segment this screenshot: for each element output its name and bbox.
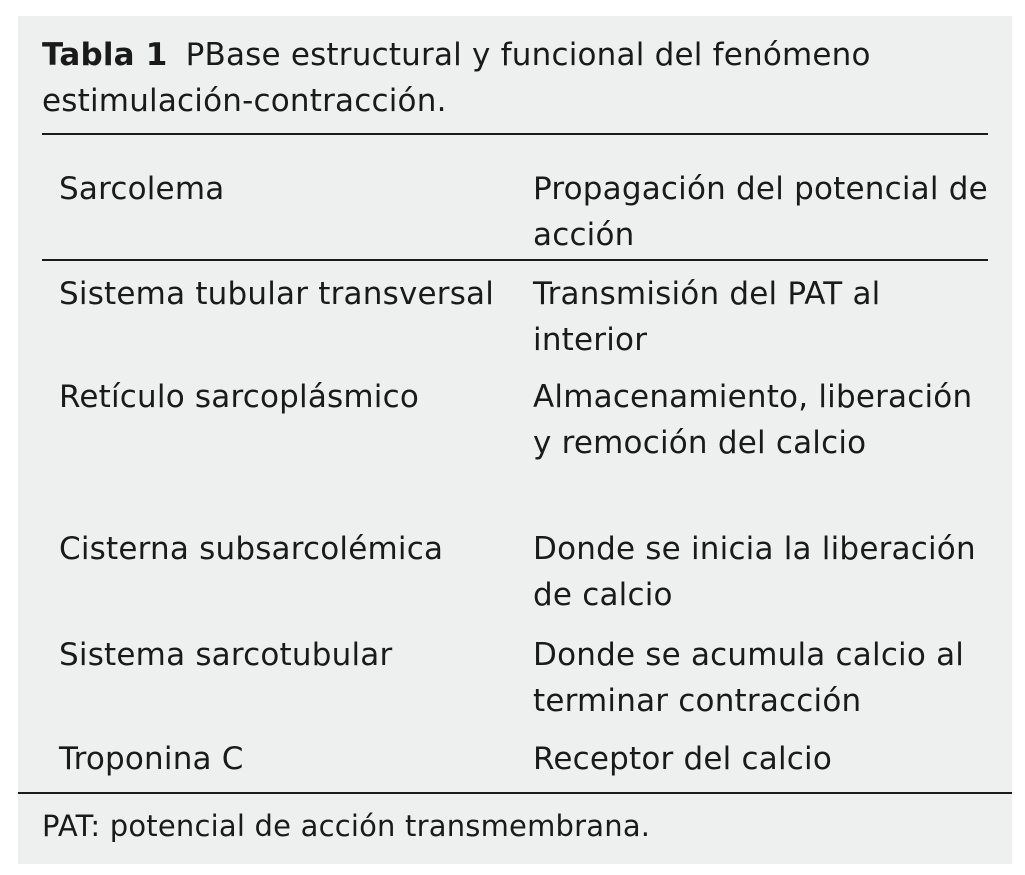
row-1-function: Transmisión del PAT al interior (533, 276, 881, 358)
top-rule (42, 133, 988, 135)
row-5-structure: Troponina C (59, 741, 244, 777)
row-2-function: Almacenamiento, liberación y remoción del calcio (533, 379, 973, 461)
table-footnote: PAT: potencial de acción transmembrana. (42, 809, 651, 843)
bottom-rule (18, 792, 1012, 794)
table-panel (18, 16, 1012, 864)
row-4-structure: Sistema sarcotubular (59, 637, 393, 673)
row-4-function: Donde se acumula calcio al terminar contracción (533, 637, 965, 719)
table-label: Tabla 1 (42, 37, 168, 73)
row-3-function: Donde se inicia la liberación de calcio (533, 531, 976, 613)
row-3-structure: Cisterna subsarcolémica (59, 531, 444, 567)
table-title: PBase estructural y funcional del fenómeno estimulación-contracción. (42, 37, 871, 119)
header-structure-cell: Sarcolema (59, 171, 225, 207)
row-2-structure: Retículo sarcoplásmico (59, 379, 419, 415)
header-function-cell: Propagación del potencial de acción (533, 171, 988, 253)
row-1-structure: Sistema tubular transversal (59, 276, 495, 312)
row-5-function: Receptor del calcio (533, 741, 833, 777)
header-rule (42, 259, 988, 261)
table-caption (42, 32, 992, 124)
